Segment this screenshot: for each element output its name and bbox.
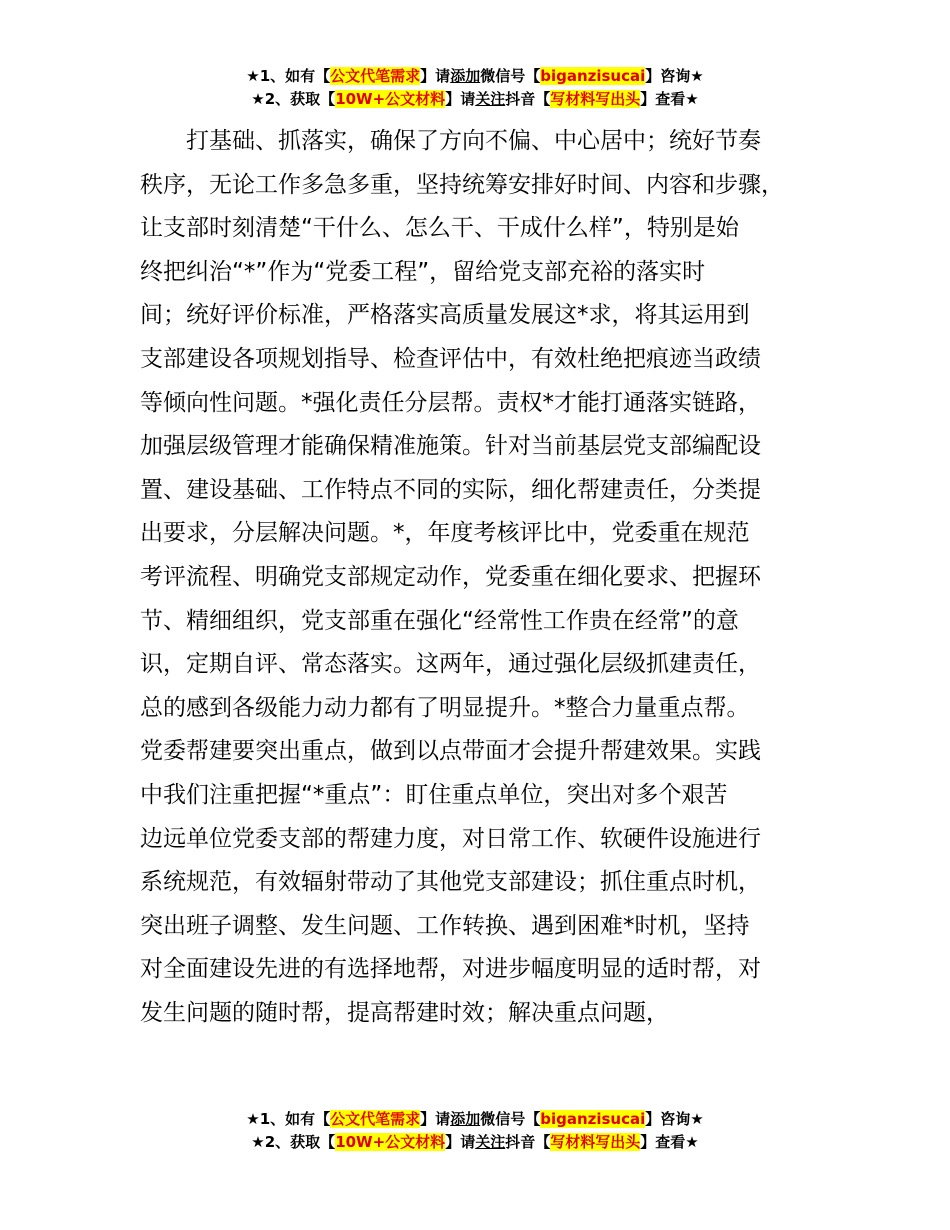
highlight-douyin: 写材料写出头 [550, 90, 641, 108]
highlight-service: 公文代笔需求 [330, 1110, 421, 1128]
body-paragraph [140, 120, 840, 1035]
text-line: 置、建设基础、工作特点不同的实际，细化帮建责任，分类提 [140, 476, 761, 503]
text-line: 突出班子调整、发生问题、工作转换、遇到困难*时机，坚持 [140, 912, 750, 939]
text-line: 间；统好评价标准，严格落实高质量发展这*求，将其运用到 [140, 302, 750, 329]
banner-line-1: ★1、如有【公文代笔需求】请添加微信号【biganzisucai】咨询★ [246, 1110, 704, 1128]
header-banner [0, 65, 950, 111]
highlight-wechat-id: biganzisucai [540, 1110, 646, 1128]
text-line: 考评流程、明确党支部规定动作，党委重在细化要求、把握环 [140, 563, 761, 590]
text-line: 出要求，分层解决问题。*，年度考核评比中，党委重在规范 [140, 520, 750, 547]
highlight-douyin: 写材料写出头 [550, 1133, 641, 1151]
text-line: 总的感到各级能力动力都有了明显提升。*整合力量重点帮。 [140, 694, 750, 721]
text-line: 边远单位党委支部的帮建力度，对日常工作、软硬件设施进行 [140, 825, 761, 852]
text-line: 节、精细组织，党支部重在强化“经常性工作贵在经常”的意 [140, 607, 739, 634]
text-line: 让支部时刻清楚“干什么、怎么干、干成什么样”，特别是始 [140, 215, 739, 242]
banner-line-1: ★1、如有【公文代笔需求】请添加微信号【biganzisucai】咨询★ [246, 67, 704, 85]
banner-line-2: ★2、获取【10W+公文材料】请关注抖音【写材料写出头】查看★ [251, 1133, 699, 1151]
highlight-materials: 10W+公文材料 [335, 90, 446, 108]
text-line: 中我们注重把握“*重点”：盯住重点单位，突出对多个艰苦 [140, 781, 728, 808]
text-line: 系统规范，有效辐射带动了其他党支部建设；抓住重点时机， [140, 869, 761, 896]
highlight-materials: 10W+公文材料 [335, 1133, 446, 1151]
highlight-wechat-id: biganzisucai [540, 67, 646, 85]
text-line: 打基础、抓落实，确保了方向不偏、中心居中；统好节奏 [186, 128, 761, 154]
highlight-service: 公文代笔需求 [330, 67, 421, 85]
banner-line-2: ★2、获取【10W+公文材料】请关注抖音【写材料写出头】查看★ [251, 90, 699, 108]
text-line: 党委帮建要突出重点，做到以点带面才会提升帮建效果。实践 [140, 738, 761, 765]
text-line: 对全面建设先进的有选择地帮，对进步幅度明显的适时帮，对 [140, 956, 761, 983]
text-line: 支部建设各项规划指导、检查评估中，有效杜绝把痕迹当政绩 [140, 345, 761, 372]
text-line: 等倾向性问题。*强化责任分层帮。责权*才能打通落实链路， [140, 389, 761, 416]
text-line: 识，定期自评、常态落实。这两年，通过强化层级抓建责任， [140, 651, 761, 678]
text-line: 终把纠治“*”作为“党委工程”，留给党支部充裕的落实时 [140, 258, 706, 285]
text-line: 秩序，无论工作多急多重，坚持统筹安排好时间、内容和步骤， [140, 171, 784, 198]
text-line: 发生问题的随时帮，提高帮建时效；解决重点问题， [140, 999, 669, 1026]
text-line: 加强层级管理才能确保精准施策。针对当前基层党支部编配设 [140, 433, 761, 460]
footer-banner [0, 1108, 950, 1154]
